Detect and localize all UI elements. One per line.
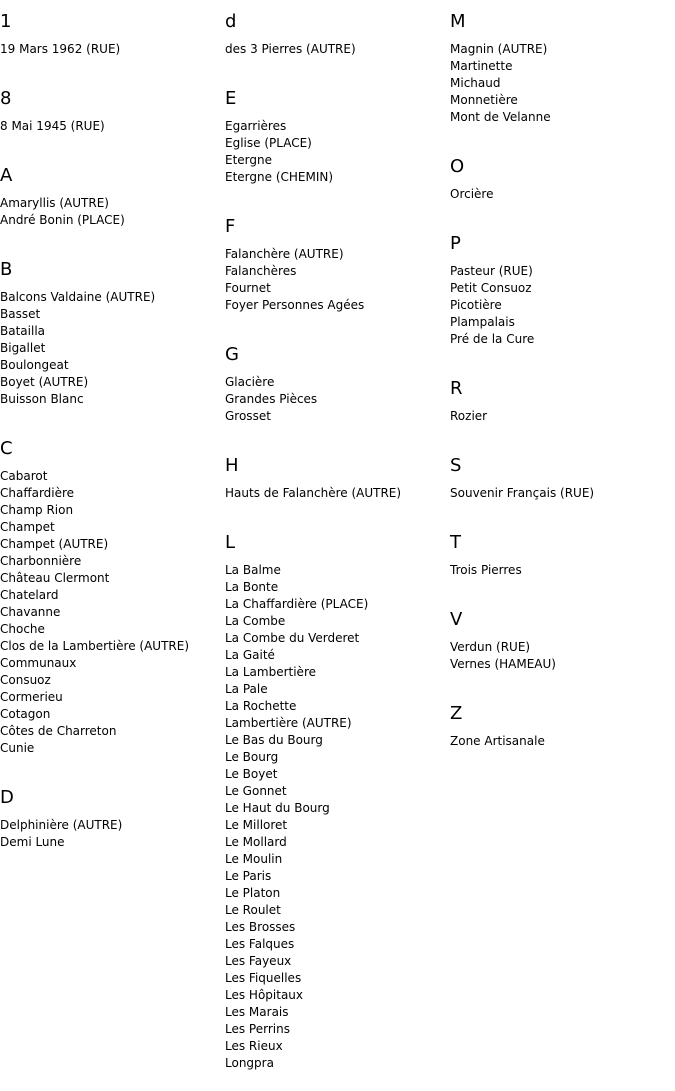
street-name: Chavanne (0, 605, 61, 619)
index-column-3 (450, 0, 675, 769)
street-name: Eglise (PLACE) (225, 136, 312, 150)
letter-group (450, 444, 675, 521)
street-list (0, 187, 225, 248)
index-column-2 (225, 0, 450, 1091)
street-list (225, 366, 450, 444)
street-name: Pasteur (RUE) (450, 264, 533, 278)
street-name: Château Clermont (0, 571, 110, 585)
street-name: La Balme (225, 563, 281, 577)
street-name: Les Brosses (225, 920, 296, 934)
letter-group (0, 154, 225, 248)
street-name: 19 Mars 1962 (RUE) (0, 42, 121, 56)
street-name: Lambertière (AUTRE) (225, 716, 352, 730)
street-name: Champet (0, 520, 55, 534)
letter-group (450, 145, 675, 222)
street-name: Le Mollard (225, 835, 287, 849)
street-name: Falanchères (225, 264, 297, 278)
street-name: Clos de la Lambertière (AUTRE) (0, 639, 189, 653)
street-name: Chatelard (0, 588, 59, 602)
letter-heading: V (450, 609, 463, 630)
street-name: André Bonin (PLACE) (0, 213, 125, 227)
street-name: Les Hôpitaux (225, 988, 304, 1002)
street-name: Basset (0, 307, 41, 321)
index-column-1 (0, 0, 225, 870)
street-name: Monnetière (450, 93, 518, 107)
street-list (450, 255, 675, 367)
letter-group (225, 205, 450, 333)
street-name: Glacière (225, 375, 275, 389)
street-name: Longpra (225, 1056, 274, 1070)
street-name: Les Rieux (225, 1039, 283, 1053)
letter-heading: H (225, 455, 239, 476)
street-list (450, 477, 675, 521)
street-name: Boulongeat (0, 358, 69, 372)
street-list (450, 178, 675, 222)
street-name: Communaux (0, 656, 77, 670)
street-name: Champet (AUTRE) (0, 537, 109, 551)
letter-heading: O (450, 156, 465, 177)
letter-heading: G (225, 344, 239, 365)
street-name: Le Milloret (225, 818, 288, 832)
street-name: Bigallet (0, 341, 46, 355)
letter-heading: 1 (0, 11, 12, 32)
letter-heading: F (225, 216, 236, 237)
street-name: Le Paris (225, 869, 272, 883)
letter-group (450, 222, 675, 367)
letter-heading: E (225, 88, 237, 109)
street-list (225, 33, 450, 77)
street-list (0, 110, 225, 154)
letter-group (225, 333, 450, 444)
street-name: Falanchère (AUTRE) (225, 247, 344, 261)
street-name: La Combe du Verderet (225, 631, 360, 645)
street-name: Les Marais (225, 1005, 289, 1019)
letter-heading: C (0, 438, 13, 459)
street-name: Cabarot (0, 469, 48, 483)
street-name: Amaryllis (AUTRE) (0, 196, 109, 210)
street-name: Le Bourg (225, 750, 279, 764)
street-name: Les Perrins (225, 1022, 290, 1036)
letter-group (225, 521, 450, 1091)
street-name: Le Gonnet (225, 784, 287, 798)
street-list (450, 33, 675, 145)
street-name: La Bonte (225, 580, 279, 594)
letter-group (450, 0, 675, 145)
street-name: Demi Lune (0, 835, 65, 849)
street-name: Trois Pierres (450, 563, 522, 577)
street-name: Souvenir Français (RUE) (450, 486, 595, 500)
letter-heading: R (450, 378, 463, 399)
street-name: Zone Artisanale (450, 734, 545, 748)
letter-group (450, 521, 675, 598)
street-name: Foyer Personnes Agées (225, 298, 365, 312)
letter-group (0, 77, 225, 154)
street-name: Cormerieu (0, 690, 63, 704)
letter-group (450, 598, 675, 692)
street-name: Grandes Pièces (225, 392, 318, 406)
street-name: Etergne (CHEMIN) (225, 170, 334, 184)
street-list (0, 460, 225, 776)
letter-group (0, 427, 225, 776)
letter-heading: T (450, 532, 461, 553)
street-name: Le Platon (225, 886, 281, 900)
street-name: Cunie (0, 741, 35, 755)
street-name: Les Fayeux (225, 954, 292, 968)
street-name: Chaffardière (0, 486, 75, 500)
street-list (225, 110, 450, 205)
street-list (0, 33, 225, 77)
street-list (0, 809, 225, 870)
letter-heading: P (450, 233, 461, 254)
letter-group (225, 444, 450, 521)
street-list (450, 554, 675, 598)
letter-heading: S (450, 455, 462, 476)
letter-heading: d (225, 11, 237, 32)
letter-heading: A (0, 165, 13, 186)
letter-heading: D (0, 787, 14, 808)
street-name: Hauts de Falanchère (AUTRE) (225, 486, 402, 500)
street-name: Le Roulet (225, 903, 281, 917)
street-name: 8 Mai 1945 (RUE) (0, 119, 105, 133)
street-list (450, 400, 675, 444)
street-name: Pré de la Cure (450, 332, 535, 346)
street-list (0, 281, 225, 427)
street-name: Petit Consuoz (450, 281, 532, 295)
street-name: Champ Rion (0, 503, 74, 517)
letter-heading: Z (450, 703, 463, 724)
letter-heading: L (225, 532, 236, 553)
street-name: Buisson Blanc (0, 392, 84, 406)
street-name: Fournet (225, 281, 271, 295)
street-name: Le Moulin (225, 852, 283, 866)
letter-group (450, 692, 675, 769)
street-name: Choche (0, 622, 45, 636)
street-name: Le Haut du Bourg (225, 801, 330, 815)
street-name: La Rochette (225, 699, 297, 713)
letter-heading: M (450, 11, 466, 32)
street-name: Grosset (225, 409, 271, 423)
street-name: Egarrières (225, 119, 287, 133)
letter-heading: 8 (0, 88, 12, 109)
street-list (225, 238, 450, 333)
street-list (450, 725, 675, 769)
street-name: Le Bas du Bourg (225, 733, 323, 747)
street-name: Balcons Valdaine (AUTRE) (0, 290, 156, 304)
street-list (450, 631, 675, 692)
street-name: Vernes (HAMEAU) (450, 657, 556, 671)
street-name: Michaud (450, 76, 501, 90)
street-list (225, 477, 450, 521)
street-name: Martinette (450, 59, 513, 73)
letter-group (225, 0, 450, 77)
street-name: La Combe (225, 614, 286, 628)
street-name: Magnin (AUTRE) (450, 42, 548, 56)
letter-heading: B (0, 259, 13, 280)
street-name: Consuoz (0, 673, 51, 687)
letter-group (225, 77, 450, 205)
street-name: Mont de Velanne (450, 110, 551, 124)
letter-group (450, 367, 675, 444)
street-name: Plampalais (450, 315, 515, 329)
street-name: Les Falques (225, 937, 295, 951)
street-name: Delphinière (AUTRE) (0, 818, 123, 832)
street-name: Rozier (450, 409, 488, 423)
street-name: des 3 Pierres (AUTRE) (225, 42, 356, 56)
letter-group (0, 248, 225, 427)
street-name: Picotière (450, 298, 502, 312)
street-name: Côtes de Charreton (0, 724, 117, 738)
street-name: Etergne (225, 153, 272, 167)
street-name: Orcière (450, 187, 494, 201)
street-name: Le Boyet (225, 767, 278, 781)
street-name: Les Fiquelles (225, 971, 302, 985)
street-name: La Lambertière (225, 665, 316, 679)
street-name: Batailla (0, 324, 45, 338)
street-name: La Gaité (225, 648, 275, 662)
street-name: Cotagon (0, 707, 51, 721)
letter-group (0, 776, 225, 870)
street-list (225, 554, 450, 1091)
letter-group (0, 0, 225, 77)
street-name: Charbonnière (0, 554, 82, 568)
street-name: La Chaffardière (PLACE) (225, 597, 369, 611)
street-name: La Pale (225, 682, 268, 696)
street-name: Boyet (AUTRE) (0, 375, 89, 389)
street-name: Verdun (RUE) (450, 640, 531, 654)
